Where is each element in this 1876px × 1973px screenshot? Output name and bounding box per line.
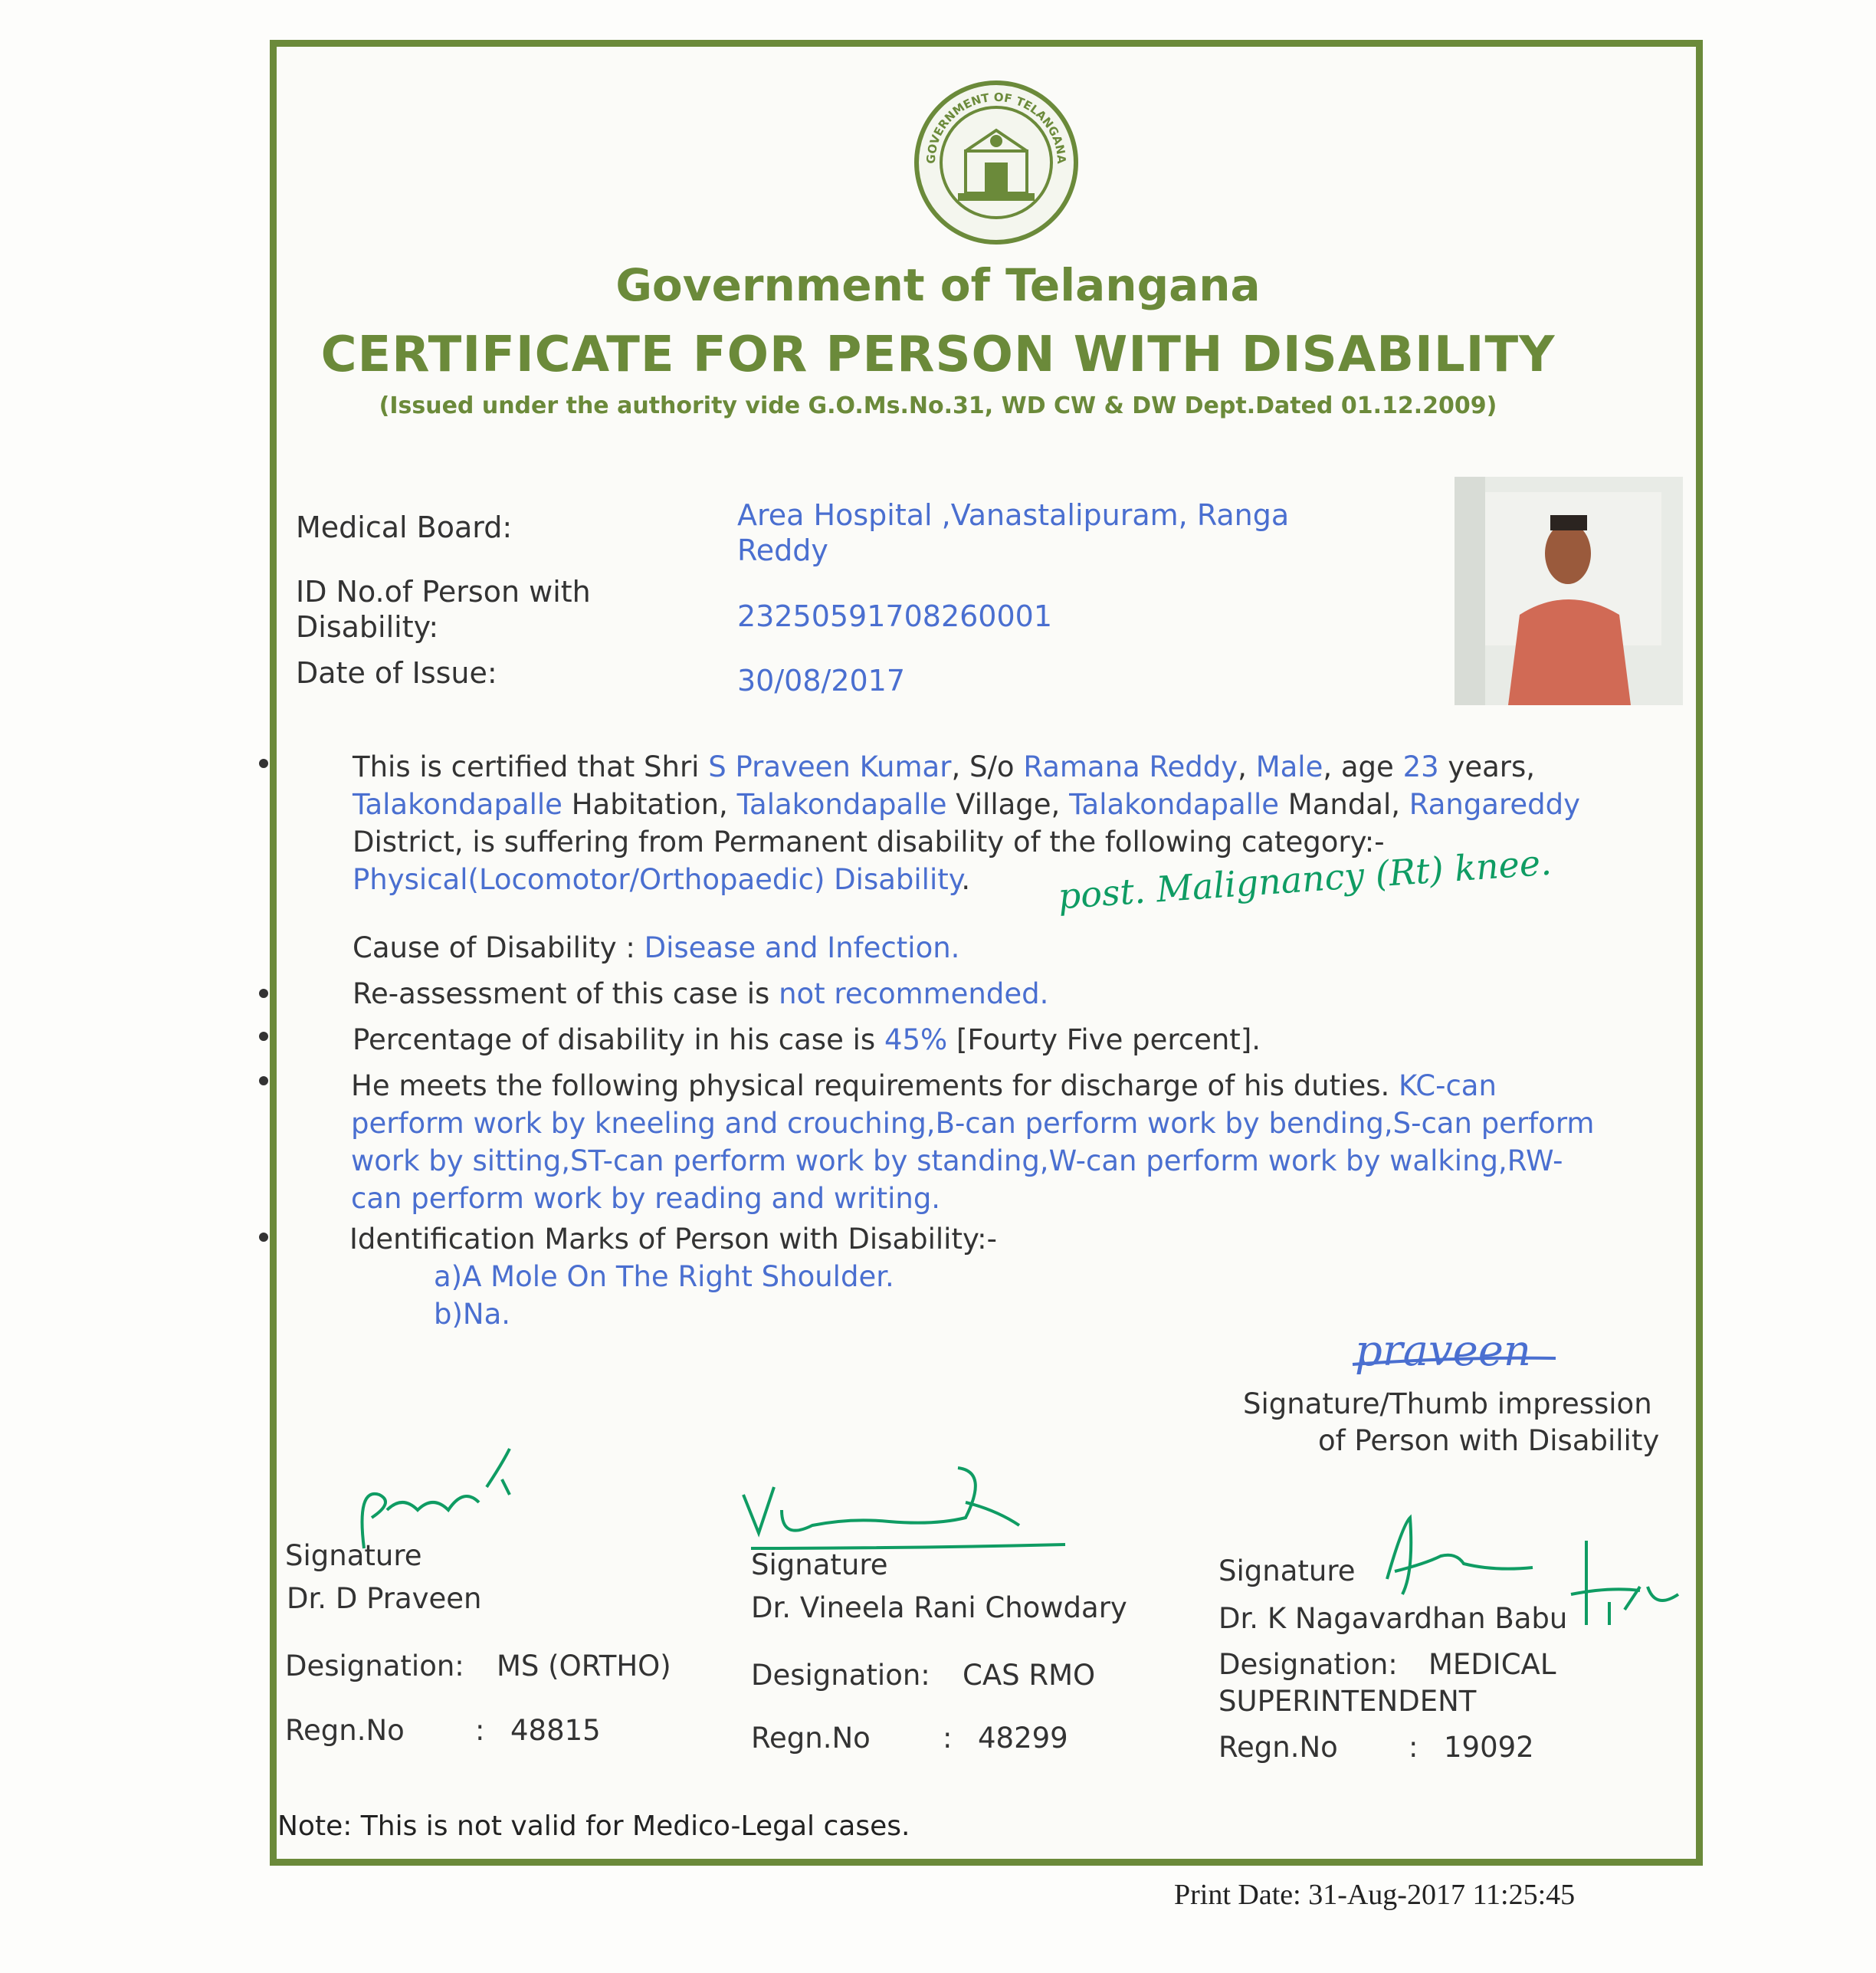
id-label-line1: ID No.of Person with <box>296 575 591 609</box>
signature-label-2: Signature <box>751 1548 888 1581</box>
person-name: S Praveen Kumar <box>708 750 952 783</box>
cert-text: This is certified that Shri <box>353 750 709 783</box>
regn-label-1: Regn.No <box>285 1714 405 1747</box>
gender: Male <box>1255 750 1323 783</box>
person-signature-stroke <box>1349 1349 1563 1372</box>
signature-label-3: Signature <box>1218 1554 1356 1587</box>
regn-label-2: Regn.No <box>751 1722 871 1755</box>
regn-sep-3: : <box>1409 1731 1418 1764</box>
regn-3: 19092 <box>1444 1731 1534 1764</box>
physical-requirements: He meets the following physical requirements for discharge of his duties. KC-can perform work by kneeling and crouching,B-can perform work by bending,S-can perform work by sitting,ST-can perform work by standing,W-can perform work by walking,RW- can perform work by reading and writing. <box>351 1069 1595 1215</box>
bullet <box>259 1076 268 1085</box>
signatory-name-2: Dr. Vineela Rani Chowdary <box>751 1591 1127 1624</box>
bullet <box>259 1233 268 1242</box>
designation-label-1: Designation: <box>285 1650 464 1682</box>
telangana-emblem-icon <box>912 78 1081 247</box>
date-value: 30/08/2017 <box>737 664 906 698</box>
district: Rangareddy <box>1409 788 1581 821</box>
mark-b: b)Na. <box>434 1298 511 1331</box>
mandal: Talakondapalle <box>1069 788 1280 821</box>
bullet <box>259 989 268 998</box>
bullet <box>259 759 268 768</box>
designation-3-line1: MEDICAL <box>1428 1648 1556 1681</box>
id-label-line2: Disability: <box>296 610 439 644</box>
person-signature-label-line1: Signature/Thumb impression <box>1243 1387 1652 1420</box>
mark-a: a)A Mole On The Right Shoulder. <box>434 1260 894 1293</box>
certification-paragraph: This is certified that Shri S Praveen Kumar, S/o Ramana Reddy, Male, age 23 years, Talakondapalle Habitation, Talakondapalle Village, Talakondapalle Mandal, Rangareddy District, is suffering from Permanent disability of the following category:- Physical(Locomotor/Orthopaedic) Disability. <box>353 748 1686 898</box>
habitation: Talakondapalle <box>353 788 562 821</box>
date-label: Date of Issue: <box>296 656 497 690</box>
designation-1: MS (ORTHO) <box>497 1650 671 1682</box>
disability-percentage: Percentage of disability in his case is 45% [Fourty Five percent]. <box>353 1023 1261 1056</box>
id-value: 23250591708260001 <box>737 599 1053 633</box>
disability-category: Physical(Locomotor/Orthopaedic) Disability <box>353 863 962 896</box>
person-signature-label-line2: of Person with Disability <box>1318 1424 1660 1457</box>
designation-label-3: Designation: <box>1218 1648 1398 1681</box>
authority-line: (Issued under the authority vide G.O.Ms.No.31, WD CW & DW Dept.Dated 01.12.2009) <box>379 392 1497 419</box>
bullet <box>259 1032 268 1041</box>
reassessment: Re-assessment of this case is not recommended. <box>353 977 1049 1010</box>
person-handwritten-signature: praveen <box>1355 1326 1531 1376</box>
regn-1: 48815 <box>510 1714 601 1747</box>
age: 23 <box>1402 750 1439 783</box>
medical-board-value-line1: Area Hospital ,Vanastalipuram, Ranga <box>737 498 1290 532</box>
regn-sep-2: : <box>943 1722 953 1755</box>
signatory-name-3: Dr. K Nagavardhan Babu <box>1218 1602 1568 1635</box>
handwritten-diagnosis-note: post. Malignancy (Rt) knee. <box>1056 841 1553 918</box>
cert-text-district: District, is suffering from Permanent disability of the following category:- <box>353 826 1385 858</box>
father-name: Ramana Reddy <box>1023 750 1238 783</box>
medical-board-value-line2: Reddy <box>737 533 828 567</box>
designation-3-line2: SUPERINTENDENT <box>1218 1685 1477 1718</box>
signature-label-1: Signature <box>285 1539 422 1572</box>
certificate-title: CERTIFICATE FOR PERSON WITH DISABILITY <box>320 327 1556 383</box>
regn-sep-1: : <box>475 1714 485 1747</box>
government-title: Government of Telangana <box>615 259 1261 311</box>
regn-2: 48299 <box>978 1722 1068 1755</box>
validity-note: Note: This is not valid for Medico-Legal cases. <box>277 1810 910 1842</box>
print-date: Print Date: 31-Aug-2017 11:25:45 <box>1174 1879 1576 1911</box>
cause-of-disability: Cause of Disability : Disease and Infection. <box>353 931 960 964</box>
signatory-name-1: Dr. D Praveen <box>287 1582 482 1615</box>
regn-label-3: Regn.No <box>1218 1731 1338 1764</box>
designation-label-2: Designation: <box>751 1659 930 1692</box>
svg-text:GOVERNMENT OF TELANGANA: GOVERNMENT OF TELANGANA <box>923 90 1069 165</box>
identification-marks: Identification Marks of Person with Disability:- a)A Mole On The Right Shoulder. b)Na. <box>349 1220 997 1333</box>
signature-vineela-rani <box>736 1456 1073 1556</box>
designation-2: CAS RMO <box>963 1659 1096 1692</box>
village: Talakondapalle <box>736 788 947 821</box>
medical-board-label: Medical Board: <box>296 510 513 544</box>
person-photo <box>1455 477 1683 705</box>
